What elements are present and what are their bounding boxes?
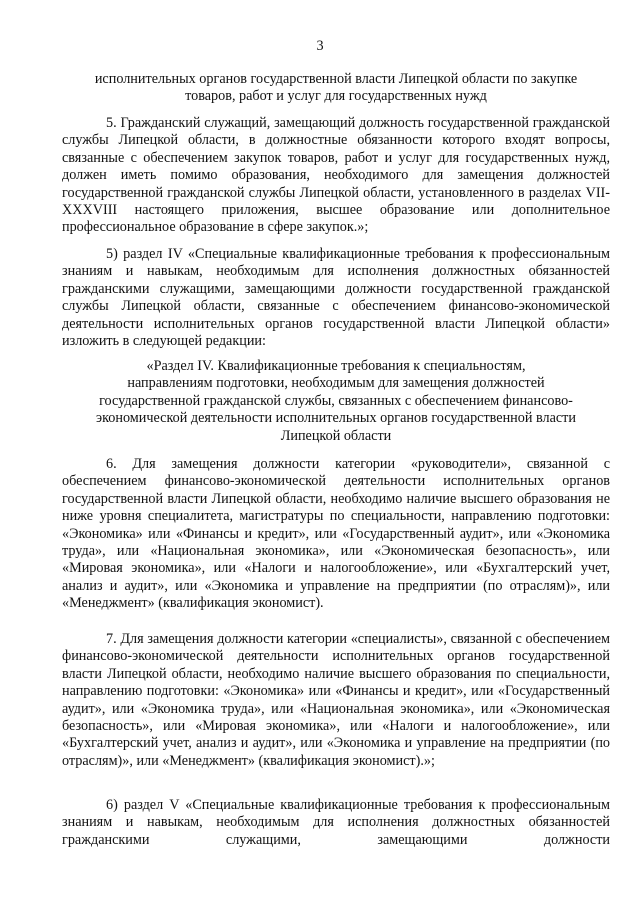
paragraph-6: 6. Для замещения должности категории «руководители», связанной с обеспечением финансово-экономической деятельности исполнительных органов государственной власти Липецкой области, необходимо наличие высшего образования не ниже уровня специалитета, магистратуры по специальности, направлению подготовки: «Экономика» или «Финансы и кредит», или «Государственный аудит», или «Экономика труда», или «Национальная экономика», или «Экономическая безопасность», или «Мировая экономика», или «Налоги и налогообложение», или «Бухгалтерский учет, анализ и аудит», или «Экономика и управление на предприятии (по отраслям)», или «Менеджмент» (квалификация экономист). xyxy=(62,456,610,612)
page-number: 3 xyxy=(316,38,324,54)
section-iv-heading xyxy=(62,358,610,445)
section-heading-line: экономической деятельности исполнительных органов государственной власти xyxy=(96,410,576,427)
continuation-heading xyxy=(62,71,610,106)
section-heading-line: «Раздел IV. Квалификационные требования к специальностям, xyxy=(146,358,526,374)
heading-line: исполнительных органов государственной власти Липецкой области по закупке xyxy=(94,71,578,87)
section-heading-line: государственной гражданской службы, связанных с обеспечением финансово- xyxy=(99,392,573,409)
paragraph-5: 5. Гражданский служащий, замещающий должность государственной гражданской службы Липецкой области, в должностные обязанности которого входят вопросы, связанные с обеспечением закупок товаров, работ и услуг для государственных нужд, должен иметь помимо образования, необходимого для замещения должностей государственной гражданской службы Липецкой области, установленного в разделах VII-XXXVIII настоящего приложения, высшее образование или дополнительное профессиональное образование в сфере закупок.»; xyxy=(62,115,610,236)
paragraph-item-6: 6) раздел V «Специальные квалификационные требования к профессиональным знаниям и навыкам, необходимым для исполнения должностных обязанностей гражданскими служащими, замещающими должности xyxy=(62,797,610,848)
section-heading-line: направлениям подготовки, необходимым для замещения должностей xyxy=(127,375,545,392)
paragraph-7: 7. Для замещения должности категории «специалисты», связанной с обеспечением финансово-экономической деятельности исполнительных органов государственной власти Липецкой области, необходимо наличие высшего образования по специальности, направлению подготовки: «Экономика» или «Финансы и кредит», или «Государственный аудит», или «Экономика труда», или «Национальная экономика», или «Экономическая безопасность», или «Мировая экономика», или «Налоги и налогообложение», или «Бухгалтерский учет, анализ и аудит», или «Экономика и управление на предприятии (по отраслям)», или «Менеджмент» (квалификация экономист).»; xyxy=(62,631,610,769)
section-heading-line: Липецкой области xyxy=(280,427,392,444)
paragraph-item-5: 5) раздел IV «Специальные квалификационные требования к профессиональным знаниям и навыкам, необходимым для исполнения должностных обязанностей гражданскими служащими, замещающими должности государственной гражданской службы Липецкой области, связанные с обеспечением финансово-экономической деятельности исполнительных органов государственной власти Липецкой области» изложить в следующей редакции: xyxy=(62,246,610,350)
heading-line: товаров, работ и услуг для государственных нужд xyxy=(185,88,487,105)
